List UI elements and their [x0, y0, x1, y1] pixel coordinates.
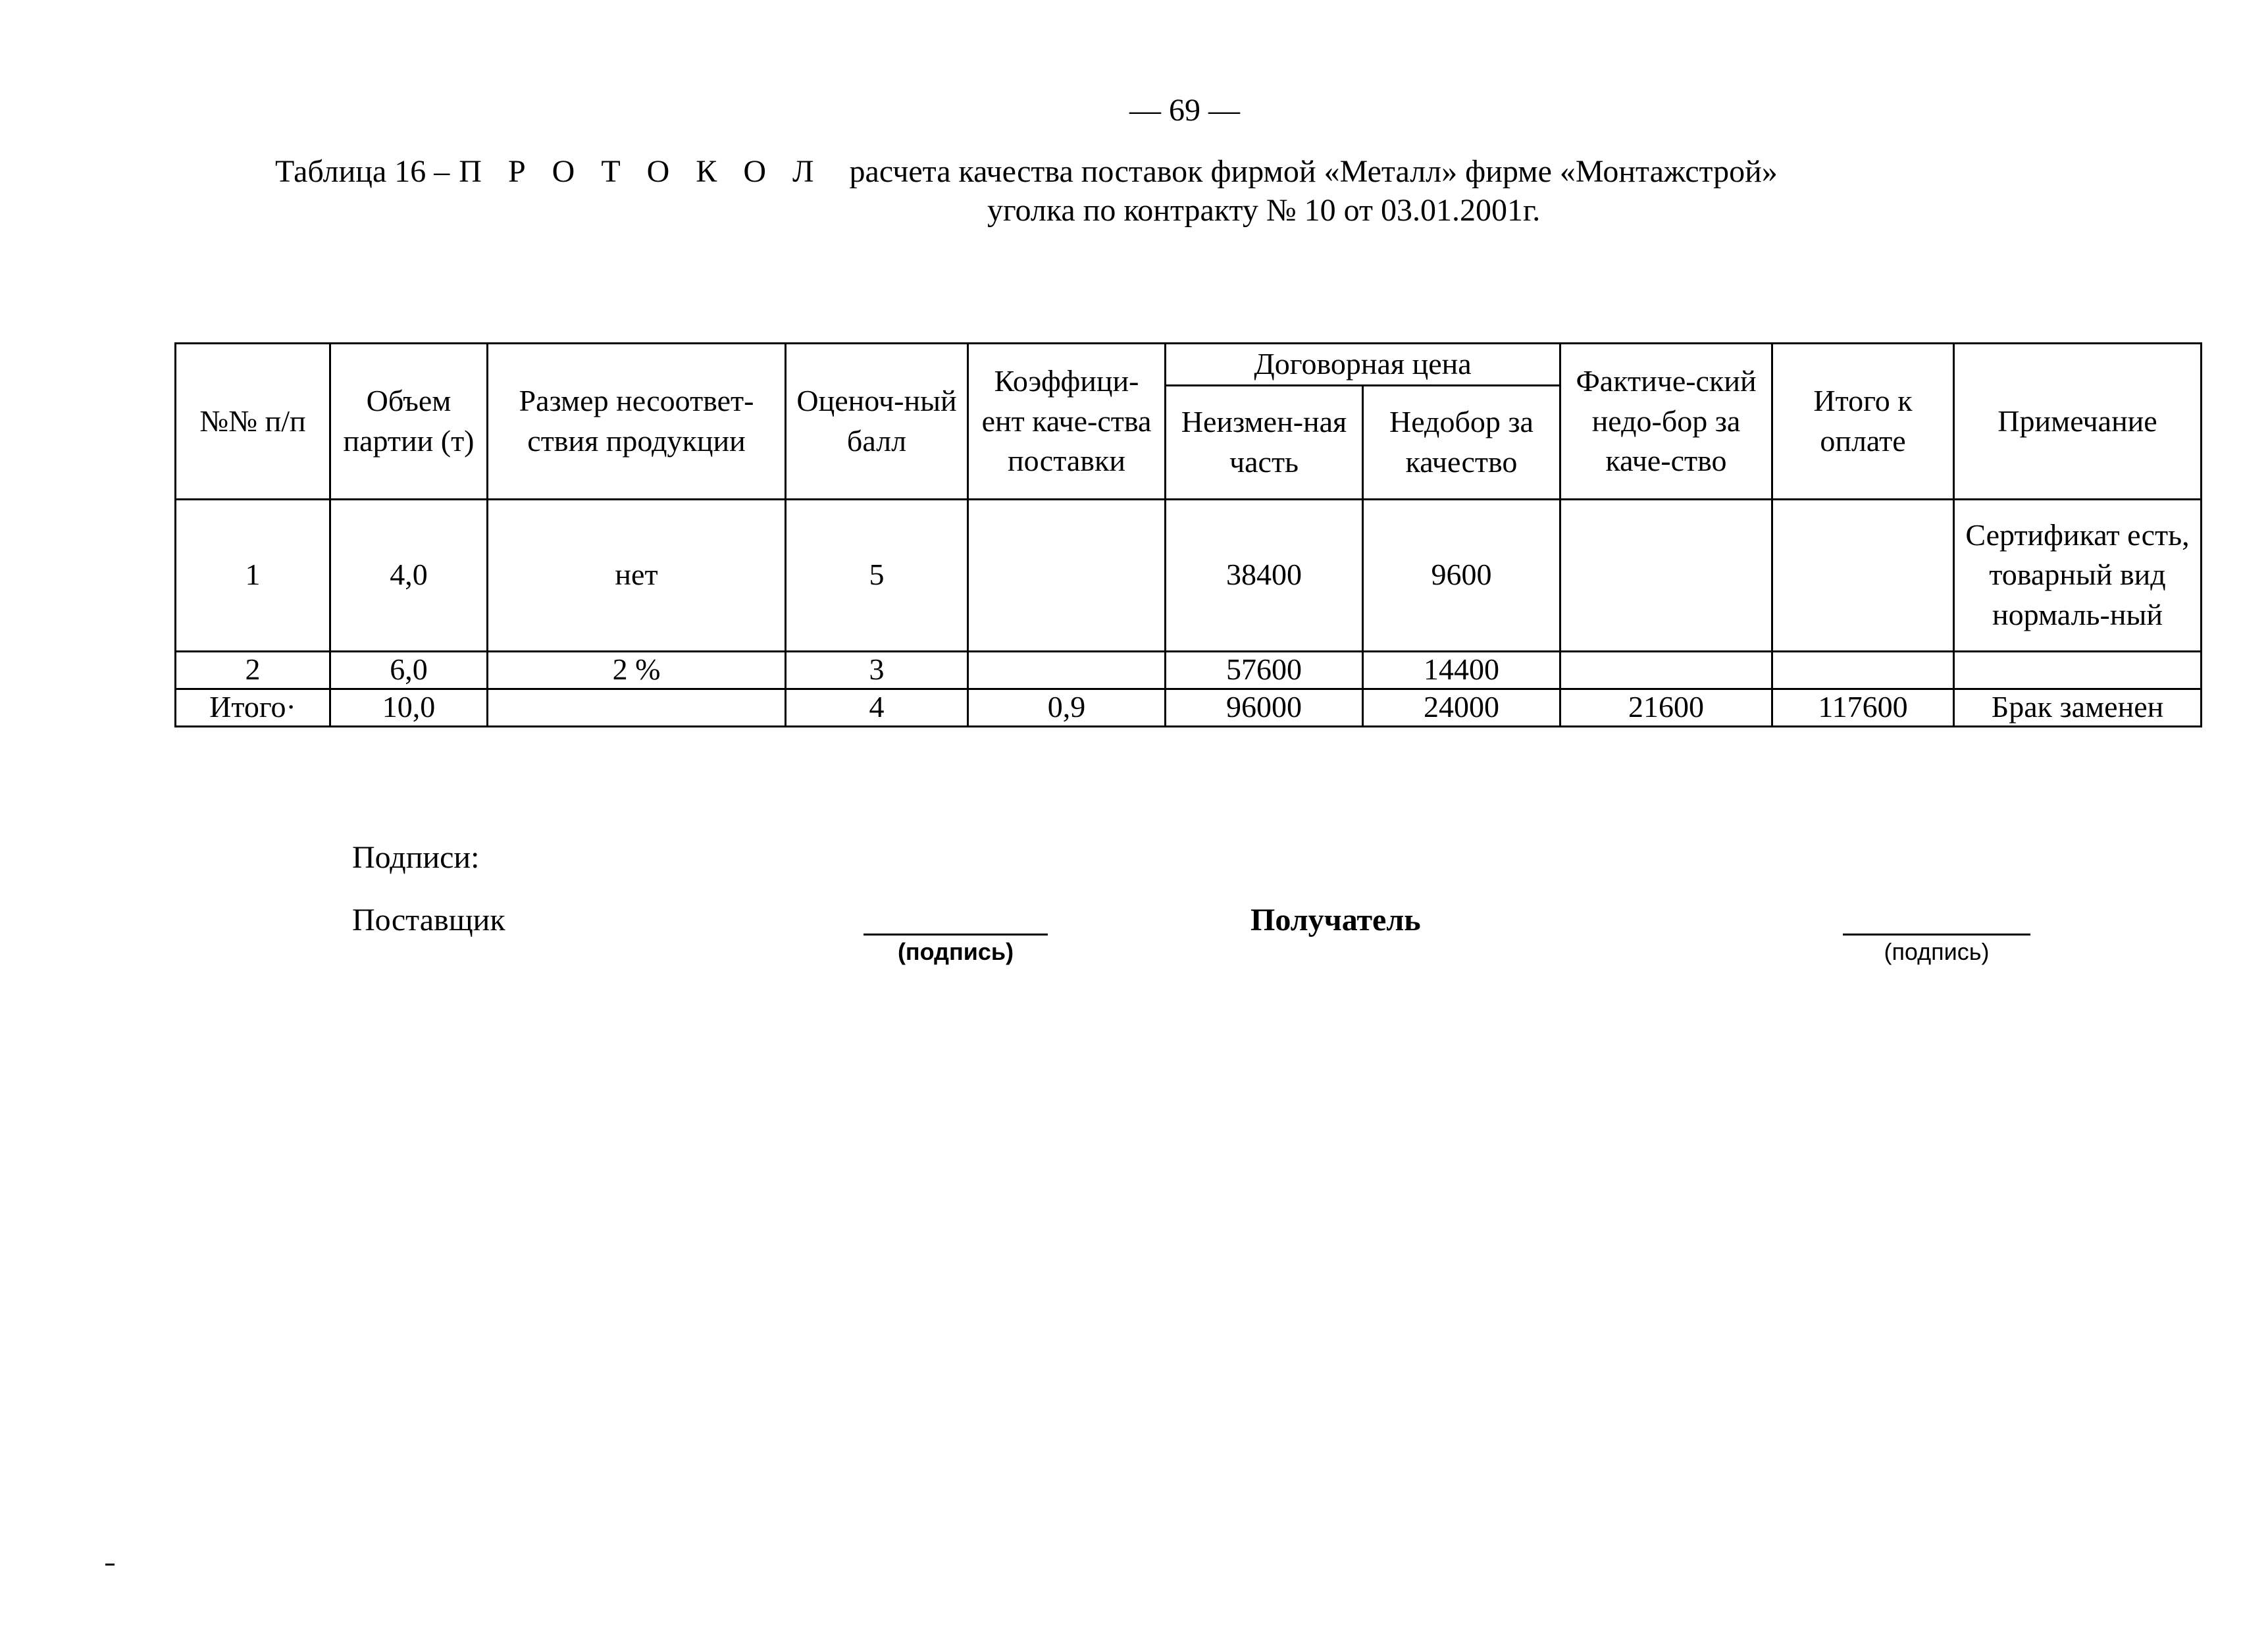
header-nonconformity: Размер несоответ-ствия продукции — [488, 344, 786, 500]
supplier-label: Поставщик — [352, 903, 505, 937]
cell-num: 2 — [176, 651, 330, 689]
header-fixed-part: Неизмен-ная часть — [1166, 385, 1363, 499]
cell-total-pay — [1772, 651, 1954, 689]
header-num: №№ п/п — [176, 344, 330, 500]
cell-fixed-part: 96000 — [1166, 689, 1363, 726]
cell-num: 1 — [176, 499, 330, 651]
cell-fixed-part: 57600 — [1166, 651, 1363, 689]
table-total-row — [176, 689, 2202, 726]
cell-coefficient: 0,9 — [968, 689, 1166, 726]
header-volume: Объем партии (т) — [330, 344, 488, 500]
header-actual-shortfall: Фактиче-ский недо-бор за каче-ство — [1560, 344, 1772, 500]
cell-volume: 10,0 — [330, 689, 488, 726]
cell-shortfall: 14400 — [1363, 651, 1560, 689]
cell-actual-shortfall — [1560, 651, 1772, 689]
caption-text: расчета качества поставок фирмой «Металл» фирме «Монтажстрой» — [849, 154, 1778, 189]
caption-title: П Р О Т О К О Л — [459, 154, 823, 189]
page-number: — 69 — — [1129, 93, 1240, 128]
cell-actual-shortfall: 21600 — [1560, 689, 1772, 726]
cell-fixed-part: 38400 — [1166, 499, 1363, 651]
cell-total-pay: 117600 — [1772, 689, 1954, 726]
header-total-pay: Итого к оплате — [1772, 344, 1954, 500]
supplier-signature-caption: (подпись) — [897, 938, 1014, 965]
table-row — [176, 499, 2202, 651]
cell-num: Итого· — [176, 689, 330, 726]
cell-volume: 6,0 — [330, 651, 488, 689]
cell-nonconformity: 2 % — [488, 651, 786, 689]
cell-nonconformity: нет — [488, 499, 786, 651]
supplier-signature-line — [863, 934, 1048, 936]
table-row — [176, 651, 2202, 689]
cell-note — [1954, 651, 2202, 689]
recipient-signature-line — [1843, 934, 2030, 936]
cell-note: Брак заменен — [1954, 689, 2202, 726]
cell-total-pay — [1772, 499, 1954, 651]
cell-note: Сертификат есть, товарный вид нормаль-ный — [1954, 499, 2202, 651]
cell-score: 4 — [786, 689, 968, 726]
table-caption — [275, 153, 1778, 190]
header-shortfall: Недобор за качество — [1363, 385, 1560, 499]
cell-score: 3 — [786, 651, 968, 689]
recipient-label: Получатель — [1250, 903, 1421, 937]
header-note: Примечание — [1954, 344, 2202, 500]
cell-shortfall: 9600 — [1363, 499, 1560, 651]
recipient-signature-caption: (подпись) — [1884, 938, 1990, 965]
caption-prefix: Таблица 16 – — [275, 154, 450, 189]
protocol-table — [174, 342, 2202, 727]
header-coefficient: Коэффици-ент каче-ства поставки — [968, 344, 1166, 500]
cell-score: 5 — [786, 499, 968, 651]
header-contract-price: Договорная цена — [1166, 344, 1560, 386]
caption-subtitle: уголка по контракту № 10 от 03.01.2001г. — [987, 193, 1541, 228]
cell-nonconformity — [488, 689, 786, 726]
cell-actual-shortfall — [1560, 499, 1772, 651]
cell-shortfall: 24000 — [1363, 689, 1560, 726]
cell-coefficient — [968, 499, 1166, 651]
margin-mark — [105, 1564, 115, 1566]
signatures-title: Подписи: — [352, 840, 480, 875]
header-score: Оценоч-ный балл — [786, 344, 968, 500]
cell-volume: 4,0 — [330, 499, 488, 651]
cell-coefficient — [968, 651, 1166, 689]
